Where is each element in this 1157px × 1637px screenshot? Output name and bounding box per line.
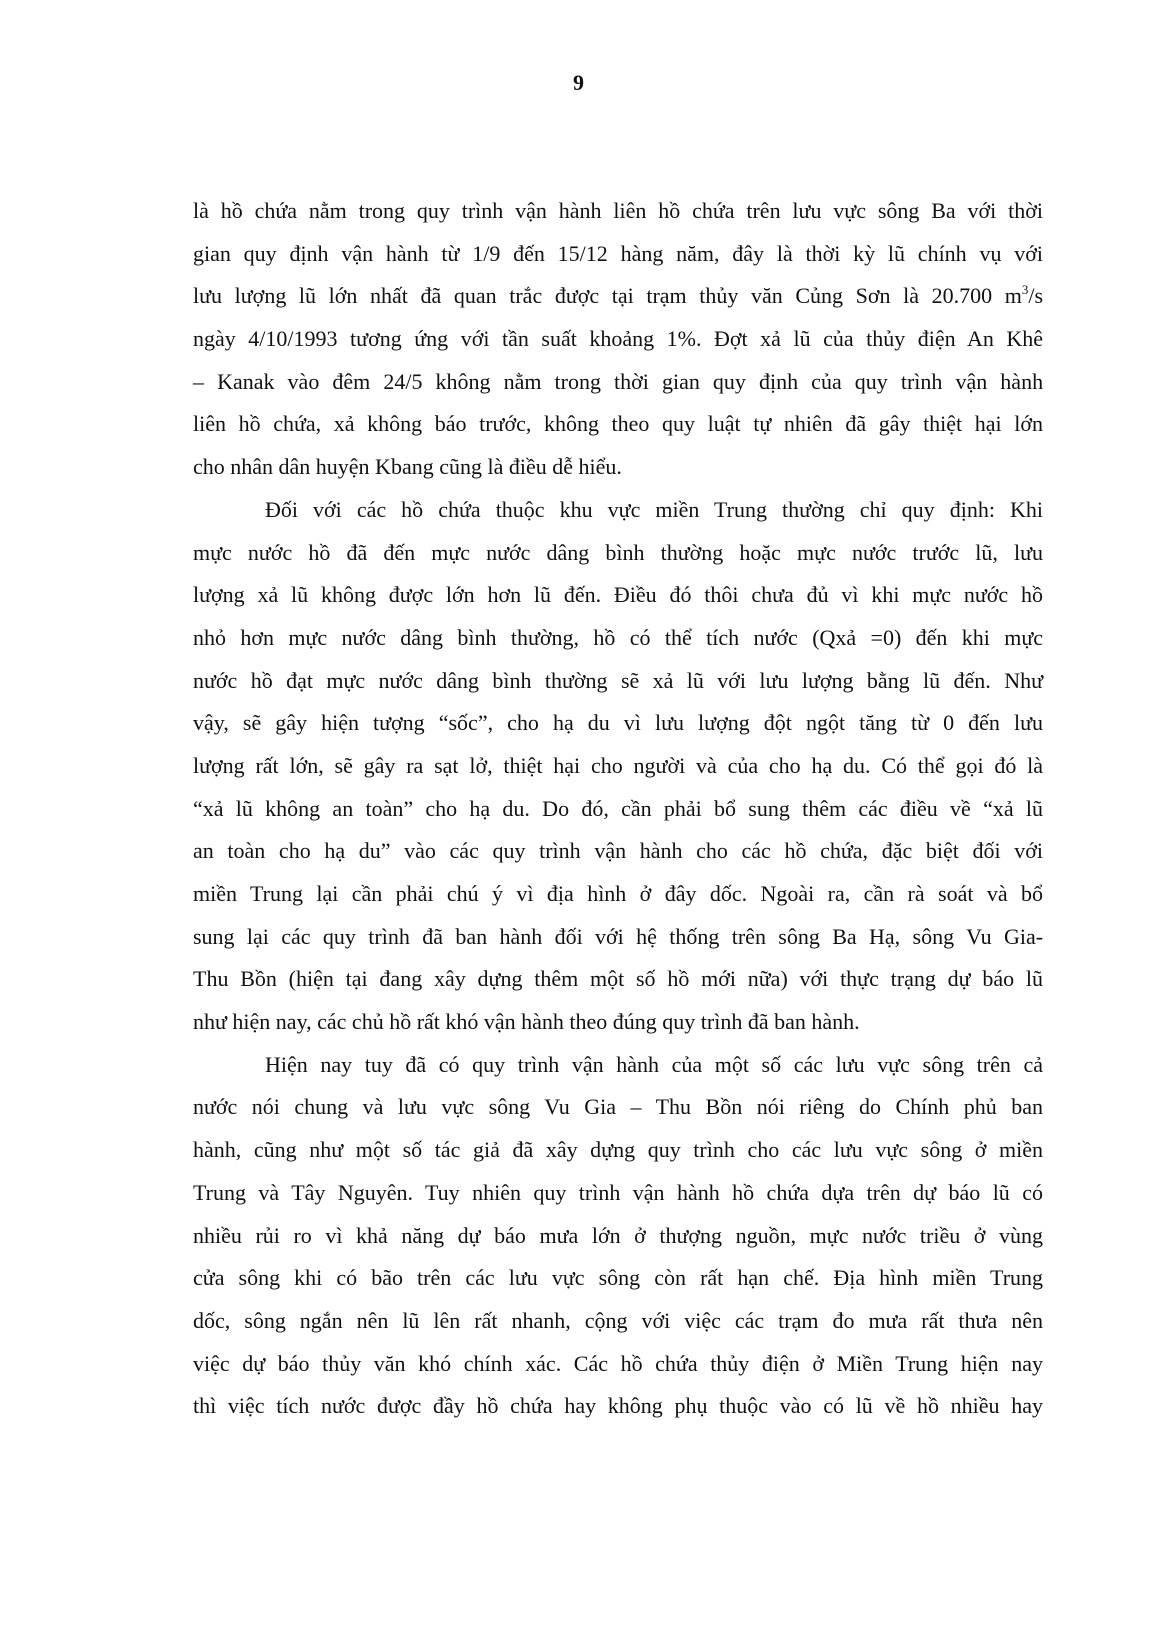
text-line: an toàn cho hạ du” vào các quy trình vận hành cho các hồ chứa, đặc biệt đối với [193,838,1043,864]
text-line: lượng rất lớn, sẽ gây ra sạt lở, thiệt hại cho người và của cho hạ du. Có thể gọi đó là [193,752,1044,778]
text-line: như hiện nay, các chủ hồ rất khó vận hành theo đúng quy trình đã ban hành. [193,1009,860,1035]
text-line: “xả lũ không an toàn” cho hạ du. Do đó, cần phải bổ sung thêm các điều về “xả lũ [193,795,1043,821]
text-line: Đối với các hồ chứa thuộc khu vực miền Trung thường chỉ quy định: Khi [265,496,1043,522]
paragraph-2 [193,489,1043,1044]
text-line: Trung và Tây Nguyên. Tuy nhiên quy trình vận hành hồ chứa dựa trên dự báo lũ có [193,1179,1043,1205]
text-line: thì việc tích nước được đầy hồ chứa hay không phụ thuộc vào có lũ về hồ nhiều hay [193,1393,1044,1419]
text-line: là hồ chứa nằm trong quy trình vận hành liên hồ chứa trên lưu vực sông Ba với thời [193,198,1043,223]
text-line: mực nước hồ đã đến mực nước dâng bình thường hoặc mực nước trước lũ, lưu [193,539,1044,565]
paragraph-1 [193,190,1043,489]
text-line: nhiều rủi ro vì khả năng dự báo mưa lớn ở thượng nguồn, mực nước triều ở vùng [193,1222,1043,1248]
text-line: nước nói chung và lưu vực sông Vu Gia – Thu Bồn nói riêng do Chính phủ ban [193,1094,1043,1120]
text-line-with-unit [193,275,1043,318]
text-line: Hiện nay tuy đã có quy trình vận hành của một số các lưu vực sông trên cả [265,1051,1043,1077]
text-line: ngày 4/10/1993 tương ứng với tần suất khoảng 1%. Đợt xả lũ của thủy điện An Khê [193,326,1044,352]
text-line: lượng xả lũ không được lớn hơn lũ đến. Điều đó thôi chưa đủ vì khi mực nước hồ [193,582,1043,608]
body-text [193,190,1043,1428]
text-line: hành, cũng như một số tác giả đã xây dựng quy trình cho các lưu vực sông ở miền [193,1137,1044,1163]
text-line-content: lưu lượng lũ lớn nhất đã quan trắc được tại trạm thủy văn Củng Sơn là 20.700 m [193,283,1022,309]
unit-superscript: 3 [1021,282,1029,298]
page-number: 9 [573,70,584,95]
unit-tail: /s [1028,283,1044,309]
text-line: việc dự báo thủy văn khó chính xác. Các hồ chứa thủy điện ở Miền Trung hiện nay [193,1350,1043,1376]
paragraph-3 [193,1044,1043,1428]
text-line: cửa sông khi có bão trên các lưu vực sông còn rất hạn chế. Địa hình miền Trung [193,1265,1044,1291]
text-line: nước hồ đạt mực nước dâng bình thường sẽ xả lũ với lưu lượng bằng lũ đến. Như [193,667,1043,693]
text-line: miền Trung lại cần phải chú ý vì địa hình ở đây dốc. Ngoài ra, cần rà soát và bổ [193,881,1043,906]
text-line: dốc, sông ngắn nên lũ lên rất nhanh, cộng với việc các trạm đo mưa rất thưa nên [193,1307,1043,1333]
text-line: sung lại các quy trình đã ban hành đối với hệ thống trên sông Ba Hạ, sông Vu Gia- [193,923,1044,949]
text-line: cho nhân dân huyện Kbang cũng là điều dễ hiểu. [193,454,622,480]
text-line: nhỏ hơn mực nước dâng bình thường, hồ có thể tích nước (Qxả =0) đến khi mực [193,624,1044,650]
text-line: liên hồ chứa, xả không báo trước, không theo quy luật tự nhiên đã gây thiệt hại lớn [193,411,1043,437]
text-line: – Kanak vào đêm 24/5 không nằm trong thời gian quy định của quy trình vận hành [193,368,1044,394]
text-line: Thu Bồn (hiện tại đang xây dựng thêm một số hồ mới nữa) với thực trạng dự báo lũ [193,966,1043,992]
text-line: vậy, sẽ gây hiện tượng “sốc”, cho hạ du vì lưu lượng đột ngột tăng từ 0 đến lưu [193,710,1044,736]
text-line: gian quy định vận hành từ 1/9 đến 15/12 hàng năm, đây là thời kỳ lũ chính vụ với [193,240,1043,266]
